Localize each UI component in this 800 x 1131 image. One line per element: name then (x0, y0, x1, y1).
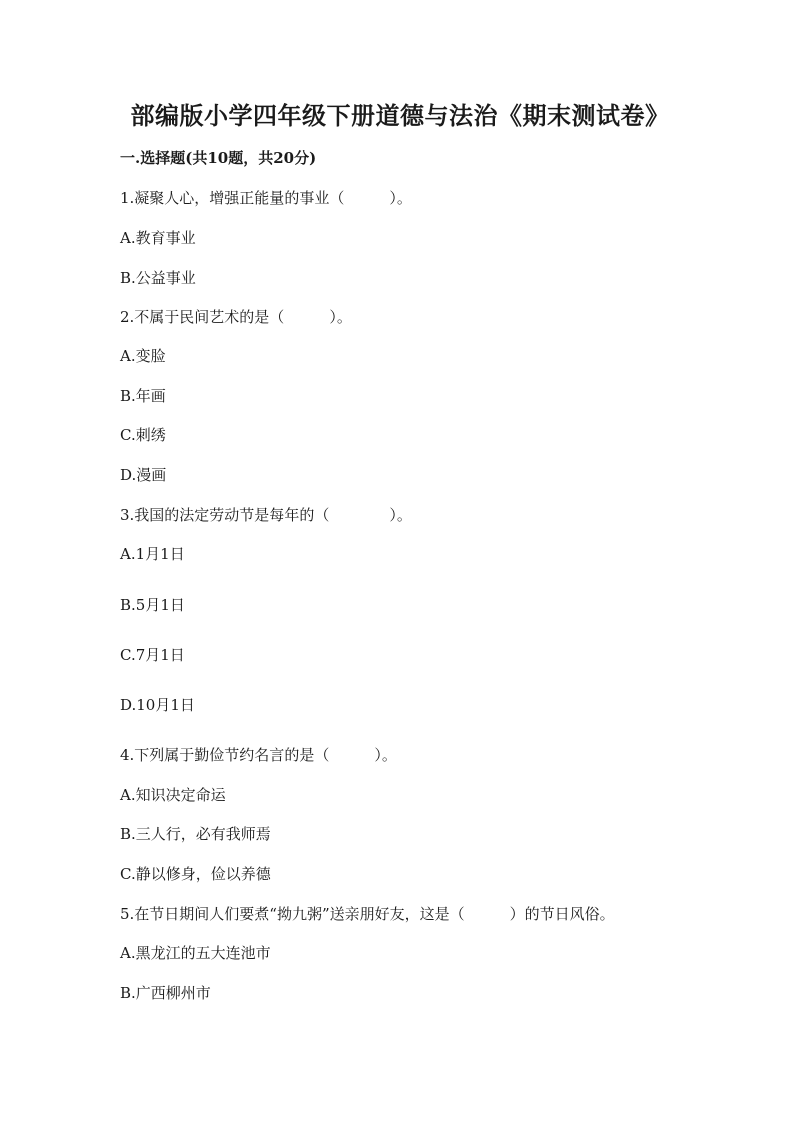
answer-option: C.7月1日 (120, 646, 185, 664)
answer-option: A.教育事业 (120, 229, 196, 247)
page-title: 部编版小学四年级下册道德与法治《期末测试卷》 (130, 101, 670, 130)
answer-option: C.刺绣 (120, 426, 166, 444)
section-heading: 一.选择题(共10题，共20分) (120, 149, 317, 167)
answer-option: D.漫画 (120, 466, 167, 484)
answer-option: A.1月1日 (120, 545, 185, 563)
answer-option: B.三人行，必有我师焉 (120, 825, 271, 843)
question-stem: 5.在节日期间人们要煮“拗九粥”送亲朋好友，这是（ ）的节日风俗。 (120, 905, 615, 923)
answer-option: A.黑龙江的五大连池市 (120, 944, 271, 962)
answer-option: D.10月1日 (120, 696, 195, 714)
question-stem: 1.凝聚人心，增强正能量的事业（ ）。 (120, 189, 412, 207)
answer-option: C.静以修身，俭以养德 (120, 865, 271, 883)
question-stem: 3.我国的法定劳动节是每年的（ ）。 (120, 506, 412, 524)
answer-option: A.知识决定命运 (120, 786, 226, 804)
answer-option: B.广西柳州市 (120, 984, 211, 1002)
answer-option: A.变脸 (120, 347, 166, 365)
answer-option: B.5月1日 (120, 596, 185, 614)
question-stem: 4.下列属于勤俭节约名言的是（ ）。 (120, 746, 397, 764)
question-stem: 2.不属于民间艺术的是（ ）。 (120, 308, 352, 326)
answer-option: B.公益事业 (120, 269, 196, 287)
answer-option: B.年画 (120, 387, 166, 405)
